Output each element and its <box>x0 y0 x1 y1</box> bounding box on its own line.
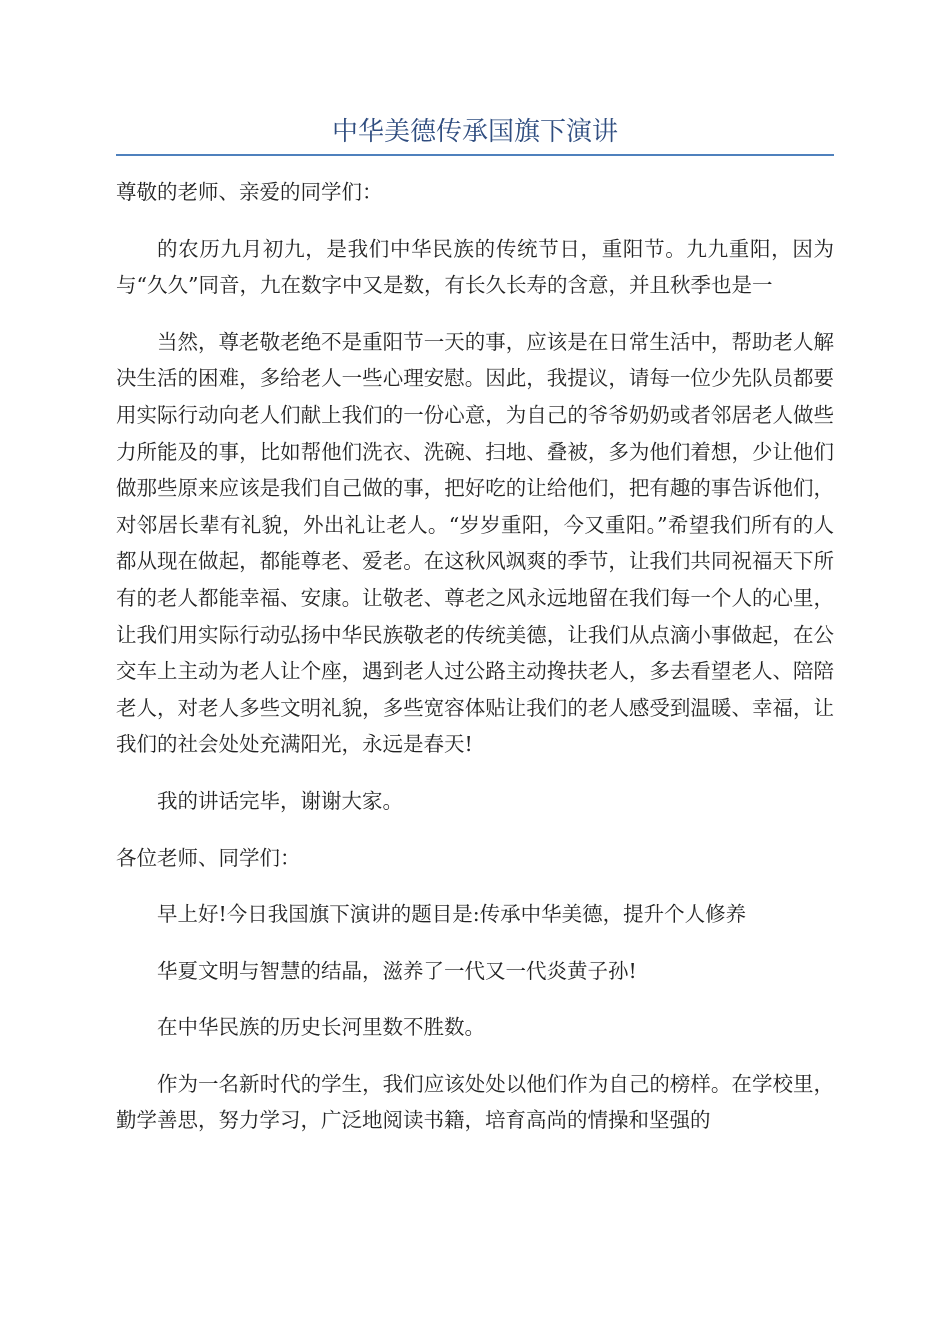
salutation-paragraph: 尊敬的老师、亲爱的同学们： <box>116 180 383 204</box>
body-paragraph: 的农历九月初九，是我们中华民族的传统节日，重阳节。九九重阳，因为与“久久”同音，九在数字中又是数，有长久长寿的含意，并且秋季也是一 <box>116 236 834 298</box>
body-paragraph: 在中华民族的历史长河里数不胜数。 <box>157 1015 485 1040</box>
body-paragraph: 当然，尊老敬老绝不是重阳节一天的事，应该是在日常生活中，帮助老人解决生活的困难，多给老人一些心理安慰。因此，我提议，请每一位少先队员都要用实际行动向老人们献上我们的一份心意，为自己的爷爷奶奶或者邻居老人做些力所能及的事，比如帮他们洗衣、洗碗、扫地、叠被，多为他们着想，少让他们做那些原来应该是我们自己做的事，把好吃的让给他们，把有趣的事告诉他们，对邻居长辈有礼貌，外出礼让老人。“岁岁重阳，今又重阳。”希望我们所有的人都从现在做起，都能尊老、爱老。在这秋风飒爽的季节，让我们共同祝福天下所有的老人都能幸福、安康。让敬老、尊老之风永远地留在我们每一个人的心里，让我们用实际行动弘扬中华民族敬老的传统美德，让我们从点滴小事做起，在公交车上主动为老人让个座，遇到老人过公路主动搀扶老人，多去看望老人、陪陪老人，对老人多些文明礼貌，多些宽容体贴让我们的老人感受到温暖、幸福，让我们的社会处处充满阳光，永远是春天! <box>116 329 834 757</box>
salutation-paragraph: 各位老师、同学们： <box>116 845 301 870</box>
title-underline <box>116 154 834 156</box>
body-paragraph: 早上好!今日我国旗下演讲的题目是:传承中华美德，提升个人修养 <box>157 902 747 927</box>
body-paragraph: 华夏文明与智慧的结晶，滋养了一代又一代炎黄子孙! <box>157 958 637 983</box>
closing-paragraph: 我的讲话完毕，谢谢大家。 <box>157 788 403 813</box>
body-paragraph: 作为一名新时代的学生，我们应该处处以他们作为自己的榜样。在学校里，勤学善思，努力学习，广泛地阅读书籍，培育高尚的情操和坚强的 <box>116 1071 834 1133</box>
document-title: 中华美德传承国旗下演讲 <box>331 117 618 147</box>
document-page <box>116 112 834 1139</box>
